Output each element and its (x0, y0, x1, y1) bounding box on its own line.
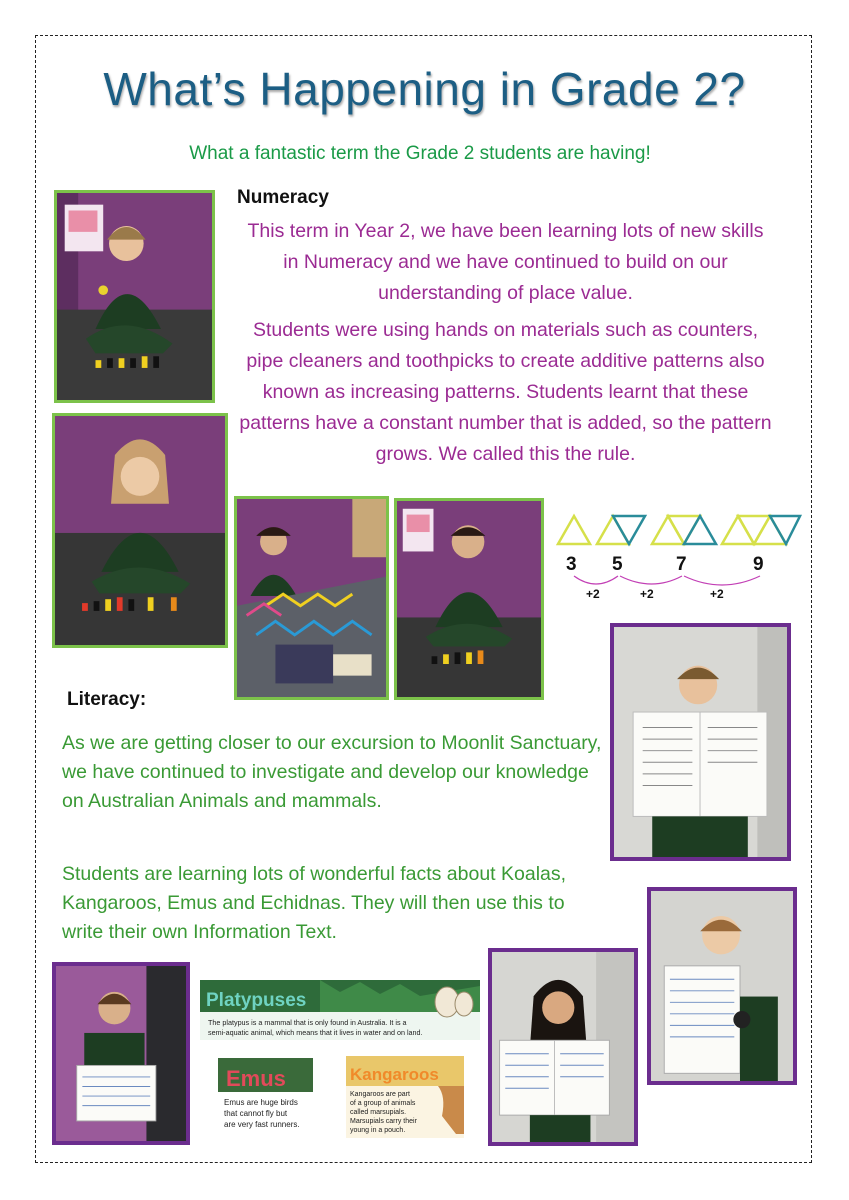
pattern-triangle (738, 516, 770, 544)
increasing-pattern-diagram (552, 510, 807, 610)
pattern-number-2: 5 (612, 554, 623, 575)
emus-card-title: Emus (226, 1066, 286, 1091)
emus-card-text-3: are very fast runners. (224, 1120, 300, 1129)
kangaroos-card-text-2: of a group of animals (350, 1100, 416, 1107)
pattern-triangle (652, 516, 684, 544)
kangaroos-card-text-4: Marsupials carry their (350, 1118, 417, 1125)
pattern-triangle (770, 516, 800, 544)
photo-boy-sitting (394, 498, 544, 700)
photo-boy-writing (52, 962, 190, 1145)
photo-boy-counters (54, 190, 215, 403)
pattern-step-1: +2 (586, 587, 600, 601)
kangaroos-card-text-1: Kangaroos are part (350, 1091, 410, 1098)
kangaroos-card-text-3: called marsupials. (350, 1109, 407, 1116)
photo-pipe-cleaner-patterns (234, 496, 389, 700)
numeracy-heading: Numeracy (237, 187, 329, 208)
pattern-step-3: +2 (710, 587, 724, 601)
kangaroos-card-title: Kangaroos (350, 1065, 439, 1084)
photo-girl-counters (52, 413, 228, 648)
page-subtitle: What a fantastic term the Grade 2 students are having! (189, 143, 651, 164)
pattern-number-3: 7 (676, 554, 687, 575)
photo-girl-writing (488, 948, 638, 1146)
platypus-fact-card (200, 980, 480, 1040)
page-title: What’s Happening in Grade 2? (103, 63, 746, 115)
platypus-card-title: Platypuses (206, 990, 307, 1011)
kangaroos-fact-card (346, 1056, 464, 1138)
emus-card-text-2: that cannot fly but (224, 1109, 288, 1118)
emus-fact-card (218, 1058, 313, 1136)
pattern-number-4: 9 (753, 554, 764, 575)
literacy-paragraph-1: As we are getting closer to our excursion to Moonlit Sanctuary, we have continued to investigate and develop our knowledge on Australian Animals and mammals. (62, 732, 602, 812)
platypus-card-text-2: semi-aquatic animal, which means that it lives in water and on land. (208, 1028, 423, 1037)
literacy-paragraph-2: Students are learning lots of wonderful facts about Koalas, Kangaroos, Emus and Echidnas. They will then use this to write their own Information Text. (62, 863, 567, 943)
pattern-number-1: 3 (566, 554, 577, 575)
emus-card-text-1: Emus are huge birds (224, 1098, 298, 1107)
pattern-triangle (684, 516, 716, 544)
photo-boy-information-text (647, 887, 797, 1085)
pattern-triangle (613, 516, 645, 544)
platypus-card-text-1: The platypus is a mammal that is only found in Australia. It is a (208, 1018, 407, 1027)
pattern-step-2: +2 (640, 587, 654, 601)
pattern-triangle (597, 516, 629, 544)
pattern-triangle (668, 516, 700, 544)
pattern-triangle (754, 516, 786, 544)
pattern-triangle (722, 516, 754, 544)
numeracy-paragraph-2: Students were using hands on materials such as counters, pipe cleaners and toothpicks to create additive patterns also known as increasing patterns. Students learnt that these patterns have a constant number that is added, so the pattern grows. We called this the rule. (239, 319, 772, 465)
literacy-heading: Literacy: (67, 689, 147, 710)
kangaroos-card-text-5: young in a pouch. (350, 1127, 406, 1134)
pattern-triangle (558, 516, 590, 544)
photo-boy-writing-book (610, 623, 791, 861)
numeracy-paragraph-1: This term in Year 2, we have been learning lots of new skills in Numeracy and we have continued to build on our understanding of place value. (247, 220, 764, 304)
